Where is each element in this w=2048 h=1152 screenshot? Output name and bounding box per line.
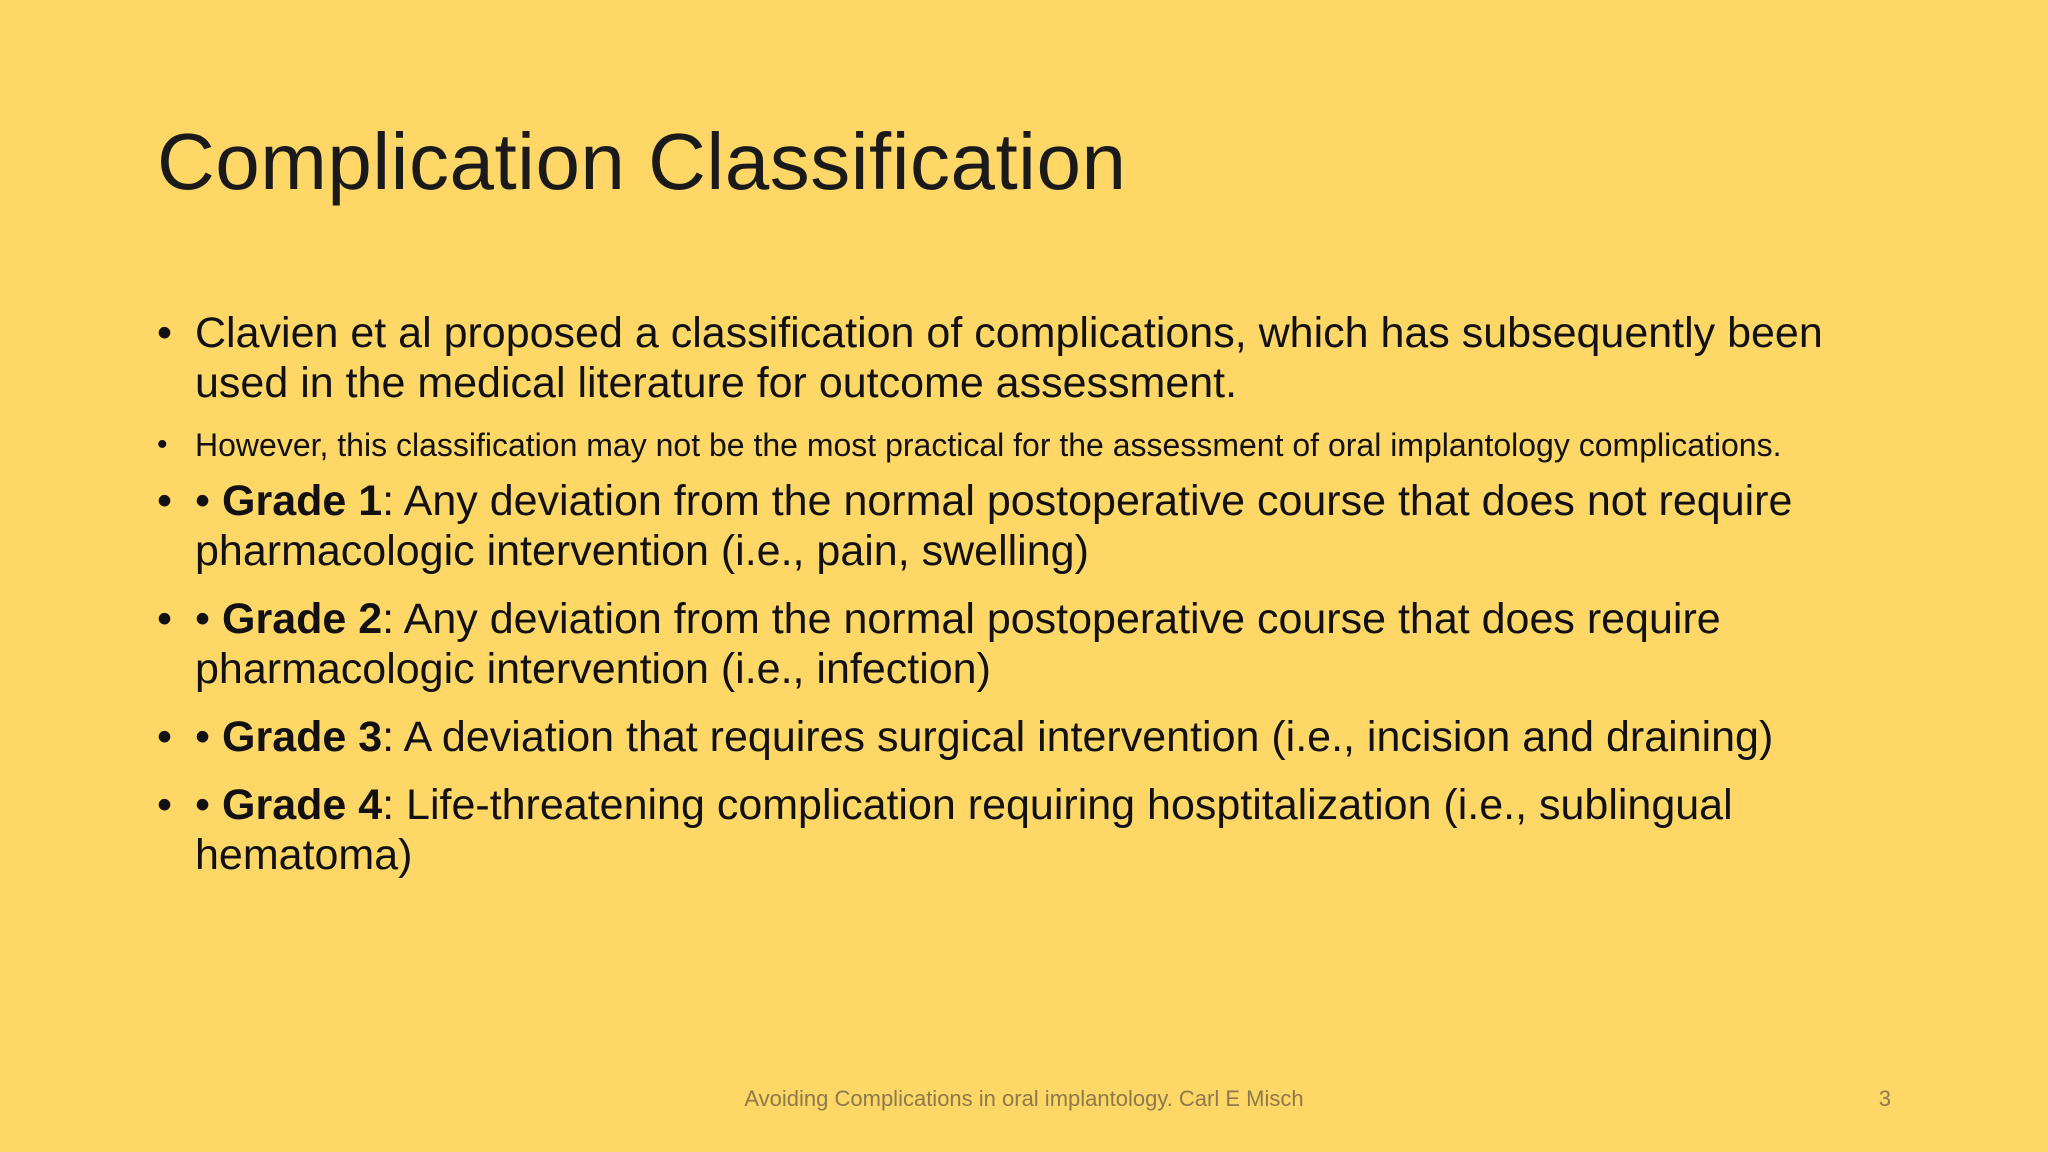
bullet-text: : Any deviation from the normal postoperative course that does not require pharmacologic intervention (i.e., pain, swelling) bbox=[195, 477, 1793, 575]
inline-bullet: • bbox=[195, 713, 223, 761]
bullet-dot-icon: • bbox=[157, 595, 173, 643]
bullet-dot-icon: • bbox=[157, 477, 173, 525]
slide-footer: Avoiding Complications in oral implantology. Carl E Misch bbox=[744, 1086, 1304, 1111]
bullet-text: : Life-threatening complication requiring hosptitalization (i.e., sublingual hematoma) bbox=[195, 781, 1733, 879]
grade-label: Grade 1 bbox=[222, 477, 383, 525]
grade-label: Grade 4 bbox=[222, 781, 383, 829]
bullet-item-grade-3 bbox=[157, 712, 1917, 762]
page-number: 3 bbox=[1878, 1086, 1891, 1111]
grade-label: Grade 3 bbox=[222, 713, 383, 761]
inline-bullet: • bbox=[195, 595, 223, 643]
inline-bullet: • bbox=[195, 781, 223, 829]
bullet-item-grade-4 bbox=[157, 780, 1917, 880]
bullet-text: : A deviation that requires surgical intervention (i.e., incision and draining) bbox=[382, 713, 1774, 761]
bullet-text: Clavien et al proposed a classification of complications, which has subsequently been used in the medical literature for outcome assessment. bbox=[195, 309, 1823, 407]
slide-title: Complication Classification bbox=[157, 117, 1127, 206]
bullet-dot-icon: • bbox=[157, 713, 173, 761]
bullet-item-grade-2 bbox=[157, 594, 1917, 694]
grade-label: Grade 2 bbox=[222, 595, 383, 643]
bullet-dot-icon: • bbox=[157, 309, 173, 357]
bullet-dot-icon: • bbox=[157, 428, 168, 461]
bullet-item-grade-1 bbox=[157, 476, 1917, 576]
bullet-list bbox=[157, 308, 1917, 898]
bullet-item bbox=[157, 308, 1917, 408]
bullet-text: : Any deviation from the normal postoperative course that does require pharmacologic intervention (i.e., infection) bbox=[195, 595, 1721, 693]
bullet-item bbox=[157, 426, 1917, 464]
bullet-dot-icon: • bbox=[157, 781, 173, 829]
bullet-text: However, this classification may not be the most practical for the assessment of oral implantology complications. bbox=[195, 427, 1782, 463]
inline-bullet: • bbox=[195, 477, 223, 525]
